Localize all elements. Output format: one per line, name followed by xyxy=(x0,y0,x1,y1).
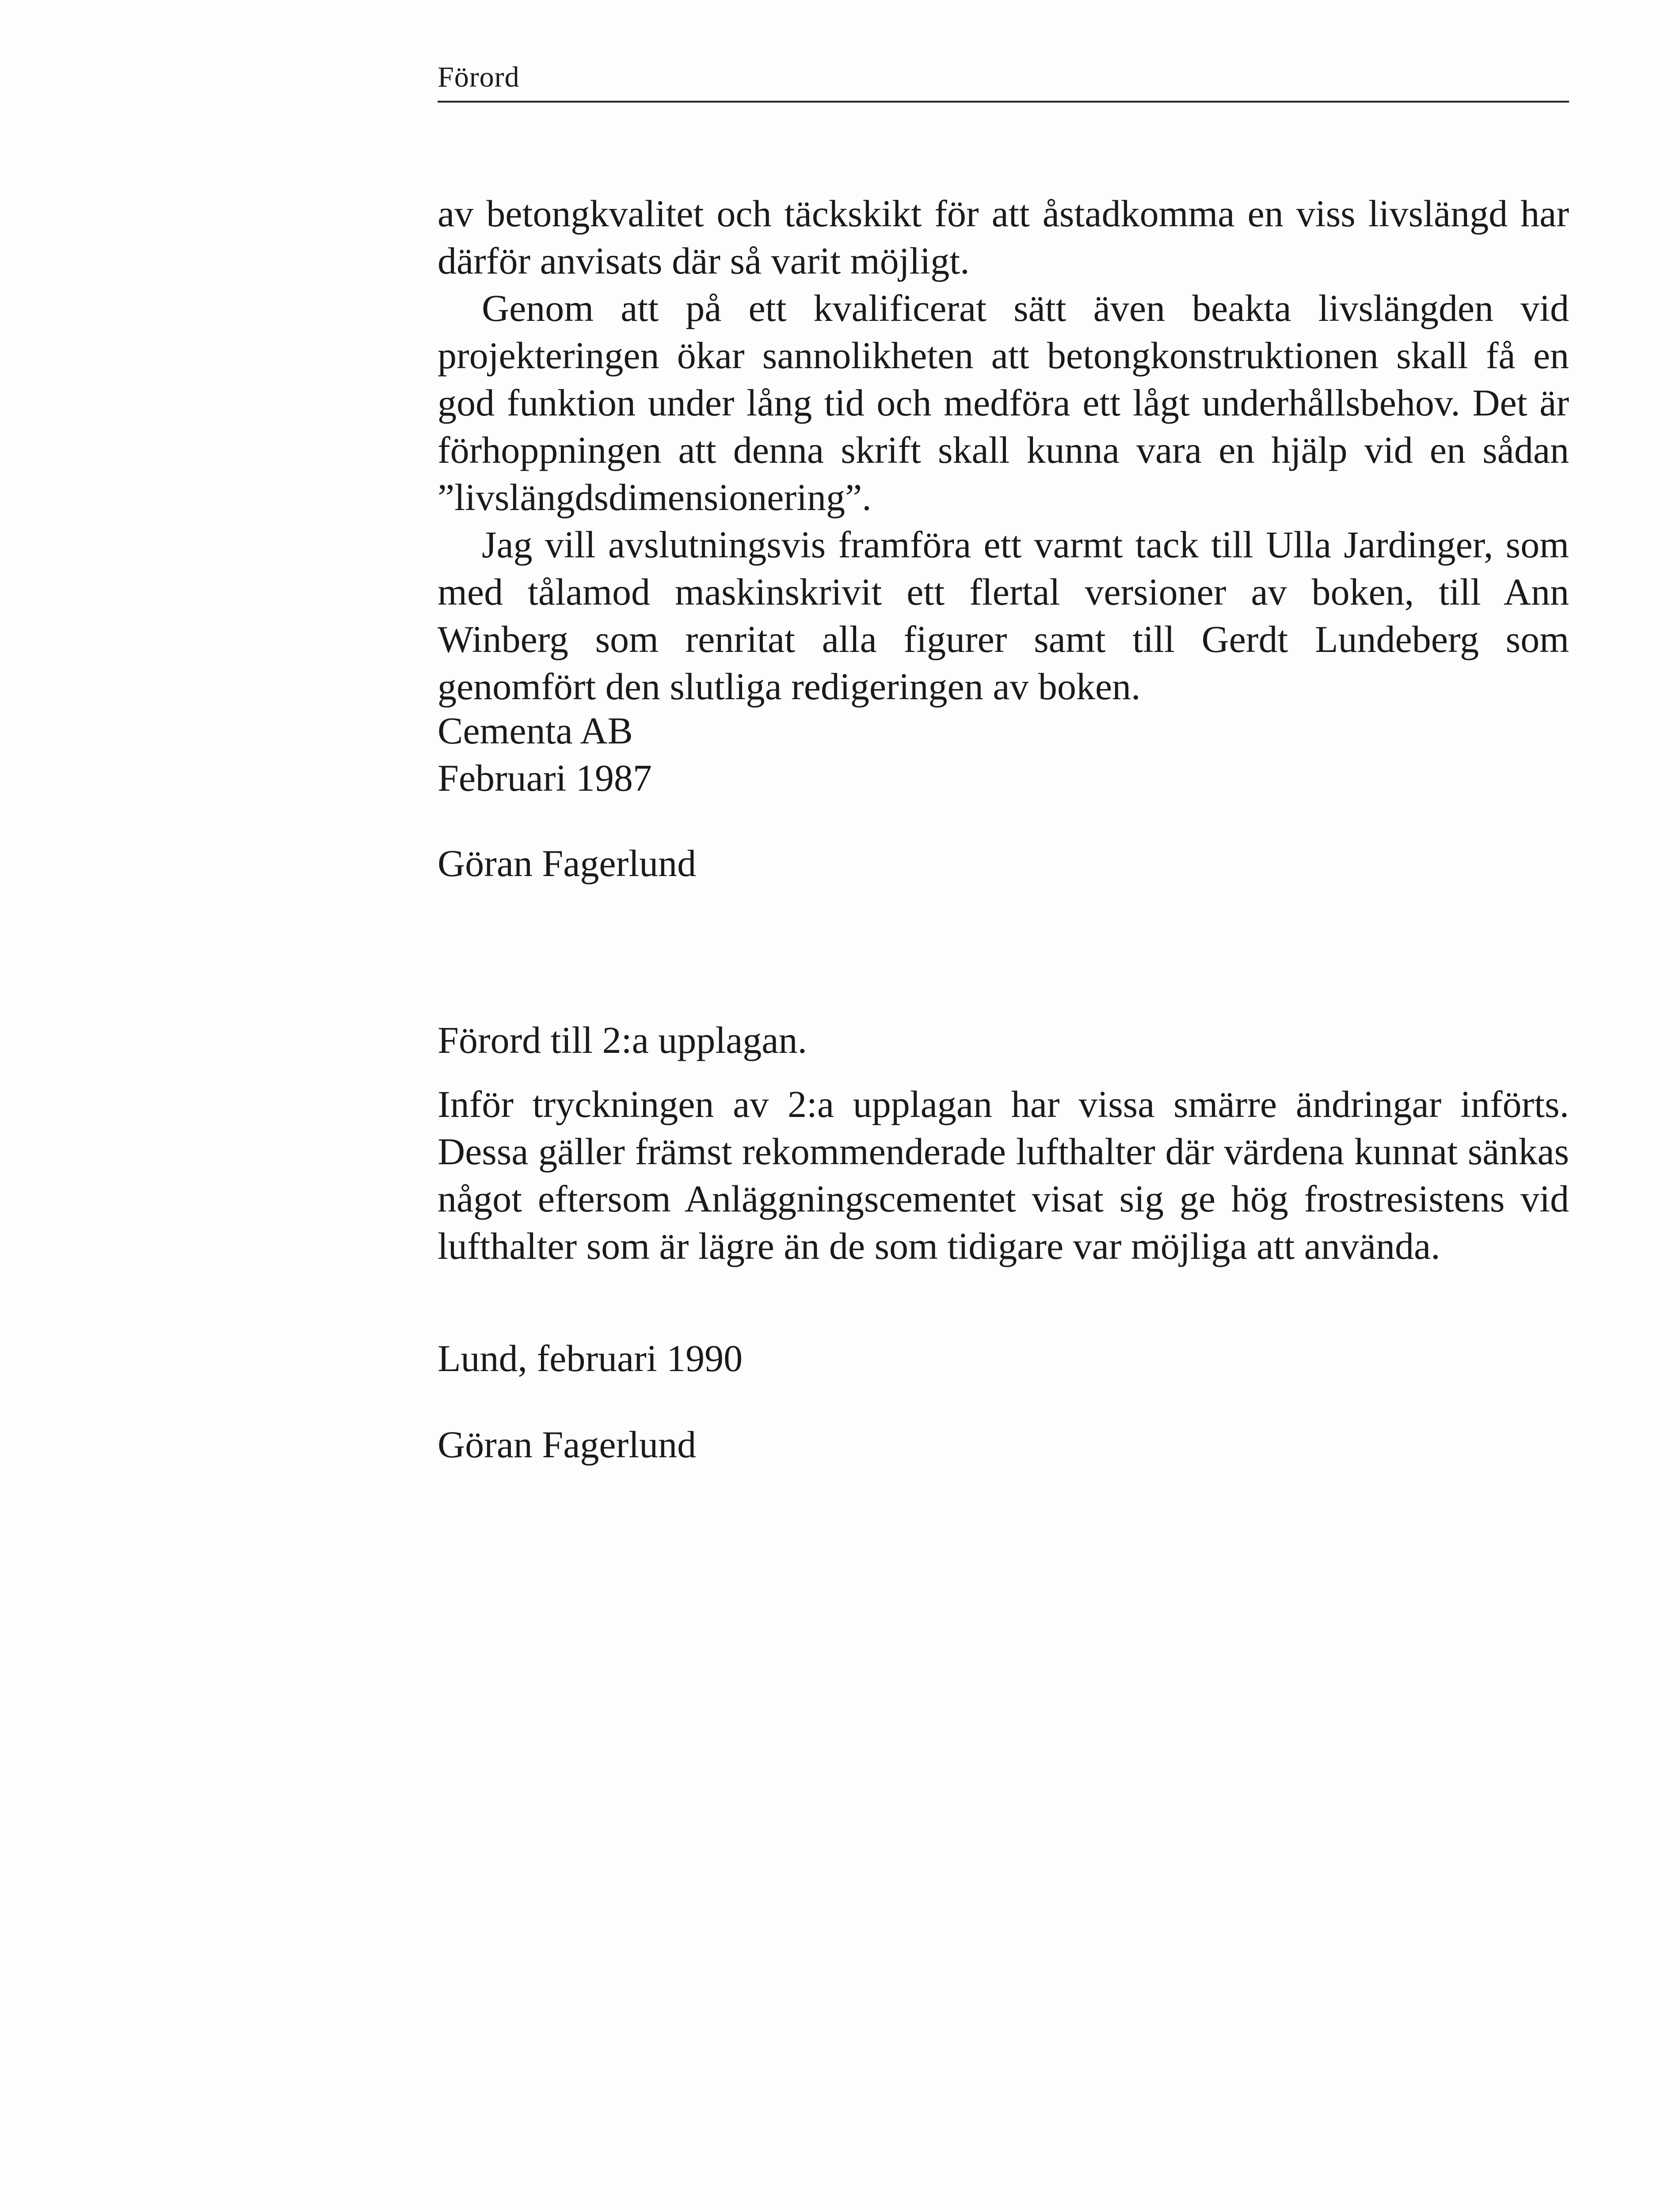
paragraph-1: av betongkvalitet och täckskikt för att åstadkomma en viss livslängd har därför anvisats där så varit möjligt. xyxy=(438,192,1569,282)
signature-date-1: Februari 1987 xyxy=(438,757,652,799)
second-edition-body xyxy=(438,1081,1569,1270)
second-edition-heading: Förord till 2:a upplagan. xyxy=(438,1019,807,1061)
second-edition-paragraph: Inför tryckningen av 2:a upplagan har vissa smärre ändringar införts. Dessa gäller främst rekommenderade lufthalter där värdena kunnat sänkas något eftersom Anläggningscementet visat sig ge hög frostresistens vid lufthalter som är lägre än de som tidigare var möjliga att använda. xyxy=(438,1083,1569,1267)
preface-body xyxy=(438,190,1569,710)
signature-date-2: Lund, februari 1990 xyxy=(438,1337,743,1379)
paragraph-3: Jag vill avslutningsvis framföra ett varmt tack till Ulla Jardinger, som med tålamod maskinskrivit ett flertal versioner av boken, till Ann Winberg som renritat alla figurer samt till Gerdt Lundeberg som genomfört den slutliga redigeringen av boken. xyxy=(438,523,1569,708)
header-rule xyxy=(438,101,1569,103)
running-title: Förord xyxy=(438,61,520,93)
company-name: Cementa AB xyxy=(438,709,633,752)
author-signature-2: Göran Fagerlund xyxy=(438,1423,697,1466)
author-signature-1: Göran Fagerlund xyxy=(438,842,697,884)
paragraph-2: Genom att på ett kvalificerat sätt även beakta livslängden vid projekteringen ökar sannolikheten att betongkonstruktionen skall få en god funktion under lång tid och medföra ett lågt underhållsbehov. Det är förhoppningen att denna skrift skall kunna vara en hjälp vid en sådan ”livslängdsdimensionering”. xyxy=(438,287,1569,518)
